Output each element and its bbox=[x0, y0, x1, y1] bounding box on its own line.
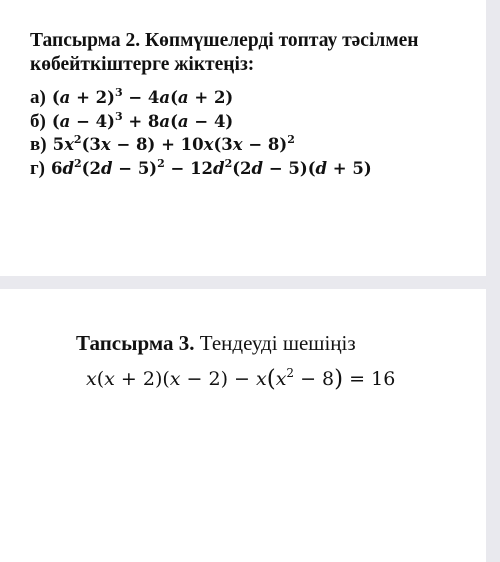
task-2-card bbox=[0, 0, 486, 276]
task-3-heading bbox=[76, 330, 356, 356]
task-2-heading-line-1: Тапсырма 2. Көпмүшелерді топтау тәсілмен bbox=[30, 30, 419, 51]
exercise-a bbox=[30, 86, 372, 110]
task-2-exercise-list bbox=[30, 86, 372, 180]
exercise-v-letter: в) bbox=[30, 134, 47, 156]
task-2-heading bbox=[30, 29, 470, 77]
exercise-b-expression: $(a - 4)^3 + 8a(a - 4)$ bbox=[51, 109, 234, 131]
exercise-g bbox=[30, 157, 372, 181]
task-2-heading-line-2: көбейткіштерге жіктеңіз: bbox=[30, 54, 255, 75]
exercise-v-expression: $5x^2(3x - 8) + 10x(3x - 8)^2$ bbox=[52, 133, 295, 155]
exercise-v bbox=[30, 133, 372, 157]
exercise-a-letter: а) bbox=[30, 87, 46, 108]
task-3-instruction: Тендеуді шешіңіз bbox=[199, 331, 356, 355]
exercise-b-letter: б) bbox=[30, 110, 46, 132]
exercise-b bbox=[30, 110, 372, 134]
task-3-label: Тапсырма 3. bbox=[76, 331, 195, 355]
equation-rhs: 16 bbox=[371, 368, 396, 390]
task-3-equation: $x(x + 2)(x - 2) - x(x^2 - 8) = 16$ bbox=[86, 366, 396, 392]
exercise-g-letter: г) bbox=[30, 157, 45, 179]
exercise-a-expression: $(a + 2)^3 - 4a(a + 2)$ bbox=[51, 86, 234, 107]
exercise-g-expression: $6d^2(2d - 5)^2 - 12d^2(2d - 5)(d + 5)$ bbox=[50, 156, 372, 178]
